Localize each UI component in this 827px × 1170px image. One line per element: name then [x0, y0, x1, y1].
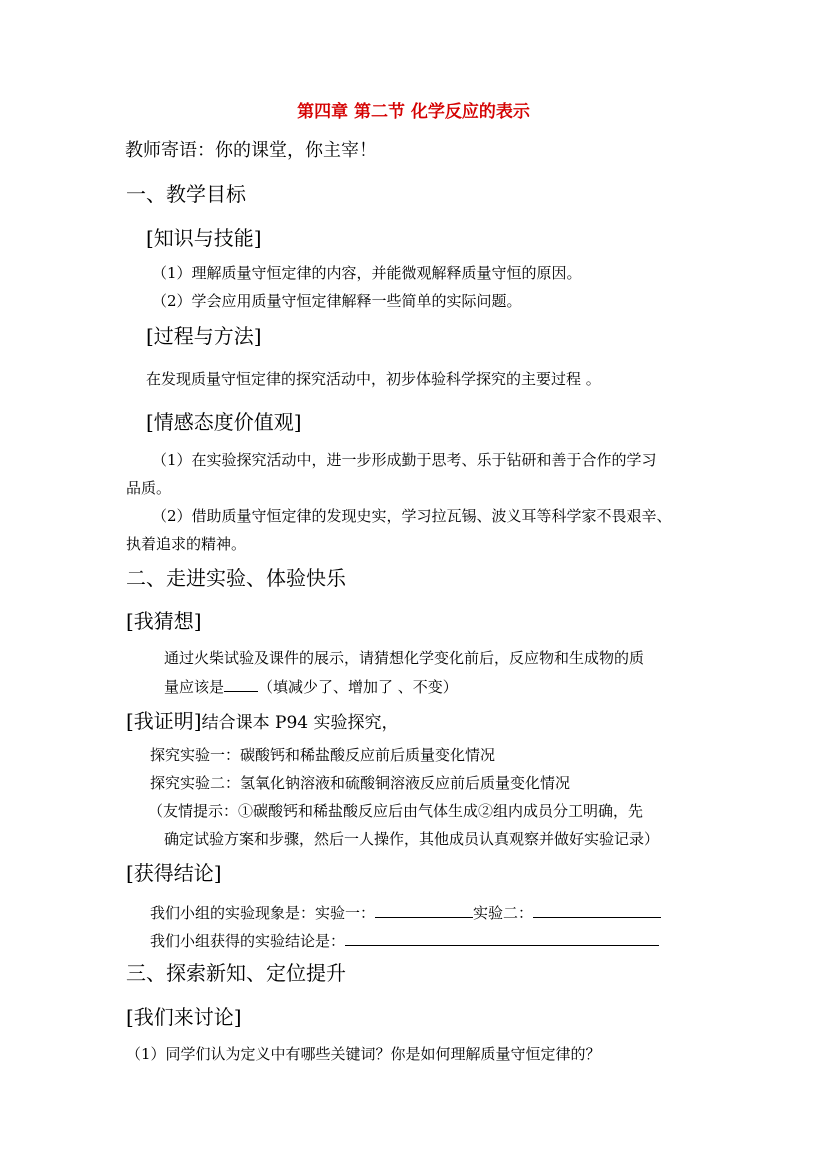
- section2-heading: 二、走进实验、体验快乐: [126, 566, 346, 590]
- process-text: 在发现质量守恒定律的探究活动中，初步体验科学探究的主要过程 。: [146, 370, 601, 388]
- prove-label: [我证明]: [126, 709, 202, 733]
- hint-line-1: （友情提示：①碳酸钙和稀盐酸反应后由气体生成②组内成员分工明确，先: [148, 802, 644, 820]
- emotion-line-3: （2）借助质量守恒定律的发现史实，学习拉瓦锡、波义耳等科学家不畏艰辛、: [152, 507, 672, 525]
- prove-text: 结合课本 P94 实验探究，: [201, 713, 399, 733]
- guess-line-2: [164, 677, 458, 697]
- prove-row: [126, 709, 399, 734]
- discuss-label: [我们来讨论]: [126, 1005, 242, 1029]
- conclusion-line-2: [150, 931, 659, 951]
- guess-line-1: 通过火柴试验及课件的展示，请猜想化学变化前后，反应物和生成物的质: [164, 649, 645, 667]
- experiment-2: 探究实验二：氢氧化钠溶液和硫酸铜溶液反应前后质量变化情况: [150, 774, 571, 792]
- conclusion-result-blank[interactable]: [345, 931, 659, 946]
- knowledge-item-2: （2）学会应用质量守恒定律解释一些简单的实际问题。: [152, 292, 522, 310]
- document-title: 第四章 第二节 化学反应的表示: [297, 102, 530, 122]
- guess-line-2-prefix: 量应该是: [164, 678, 225, 696]
- conclusion-exp2-label: 实验二：: [473, 904, 534, 922]
- knowledge-label: [知识与技能]: [146, 226, 262, 250]
- section3-heading: 三、探索新知、定位提升: [126, 961, 346, 985]
- guess-line-2-suffix: （填减少了、增加了 、不变）: [258, 678, 458, 696]
- conclusion-exp2-blank[interactable]: [533, 903, 661, 918]
- teacher-message: 教师寄语：你的课堂，你主宰！: [125, 140, 377, 161]
- guess-label: [我猜想]: [126, 609, 202, 633]
- process-label: [过程与方法]: [146, 324, 262, 348]
- emotion-line-2: 品质。: [126, 479, 172, 497]
- conclusion-exp1-label: 我们小组的实验现象是：实验一：: [150, 904, 376, 922]
- guess-answer-blank[interactable]: [224, 677, 258, 692]
- knowledge-item-1: （1）理解质量守恒定律的内容，并能微观解释质量守恒的原因。: [152, 264, 582, 282]
- section1-heading: 一、教学目标: [126, 182, 246, 206]
- discuss-question-1: （1）同学们认为定义中有哪些关键词？你是如何理解质量守恒定律的？: [126, 1045, 601, 1063]
- hint-line-2: 确定试验方案和步骤，然后一人操作，其他成员认真观察并做好实验记录）: [164, 830, 660, 848]
- experiment-1: 探究实验一：碳酸钙和稀盐酸反应前后质量变化情况: [150, 746, 496, 764]
- emotion-line-4: 执着追求的精神。: [126, 535, 247, 553]
- emotion-line-1: （1）在实验探究活动中，进一步形成勤于思考、乐于钻研和善于合作的学习: [152, 451, 657, 469]
- conclusion-label: [获得结论]: [126, 861, 222, 885]
- emotion-label: [情感态度价值观]: [146, 410, 302, 434]
- conclusion-exp1-blank[interactable]: [375, 903, 473, 918]
- conclusion-line-1: [150, 903, 661, 923]
- conclusion-result-label: 我们小组获得的实验结论是：: [150, 932, 346, 950]
